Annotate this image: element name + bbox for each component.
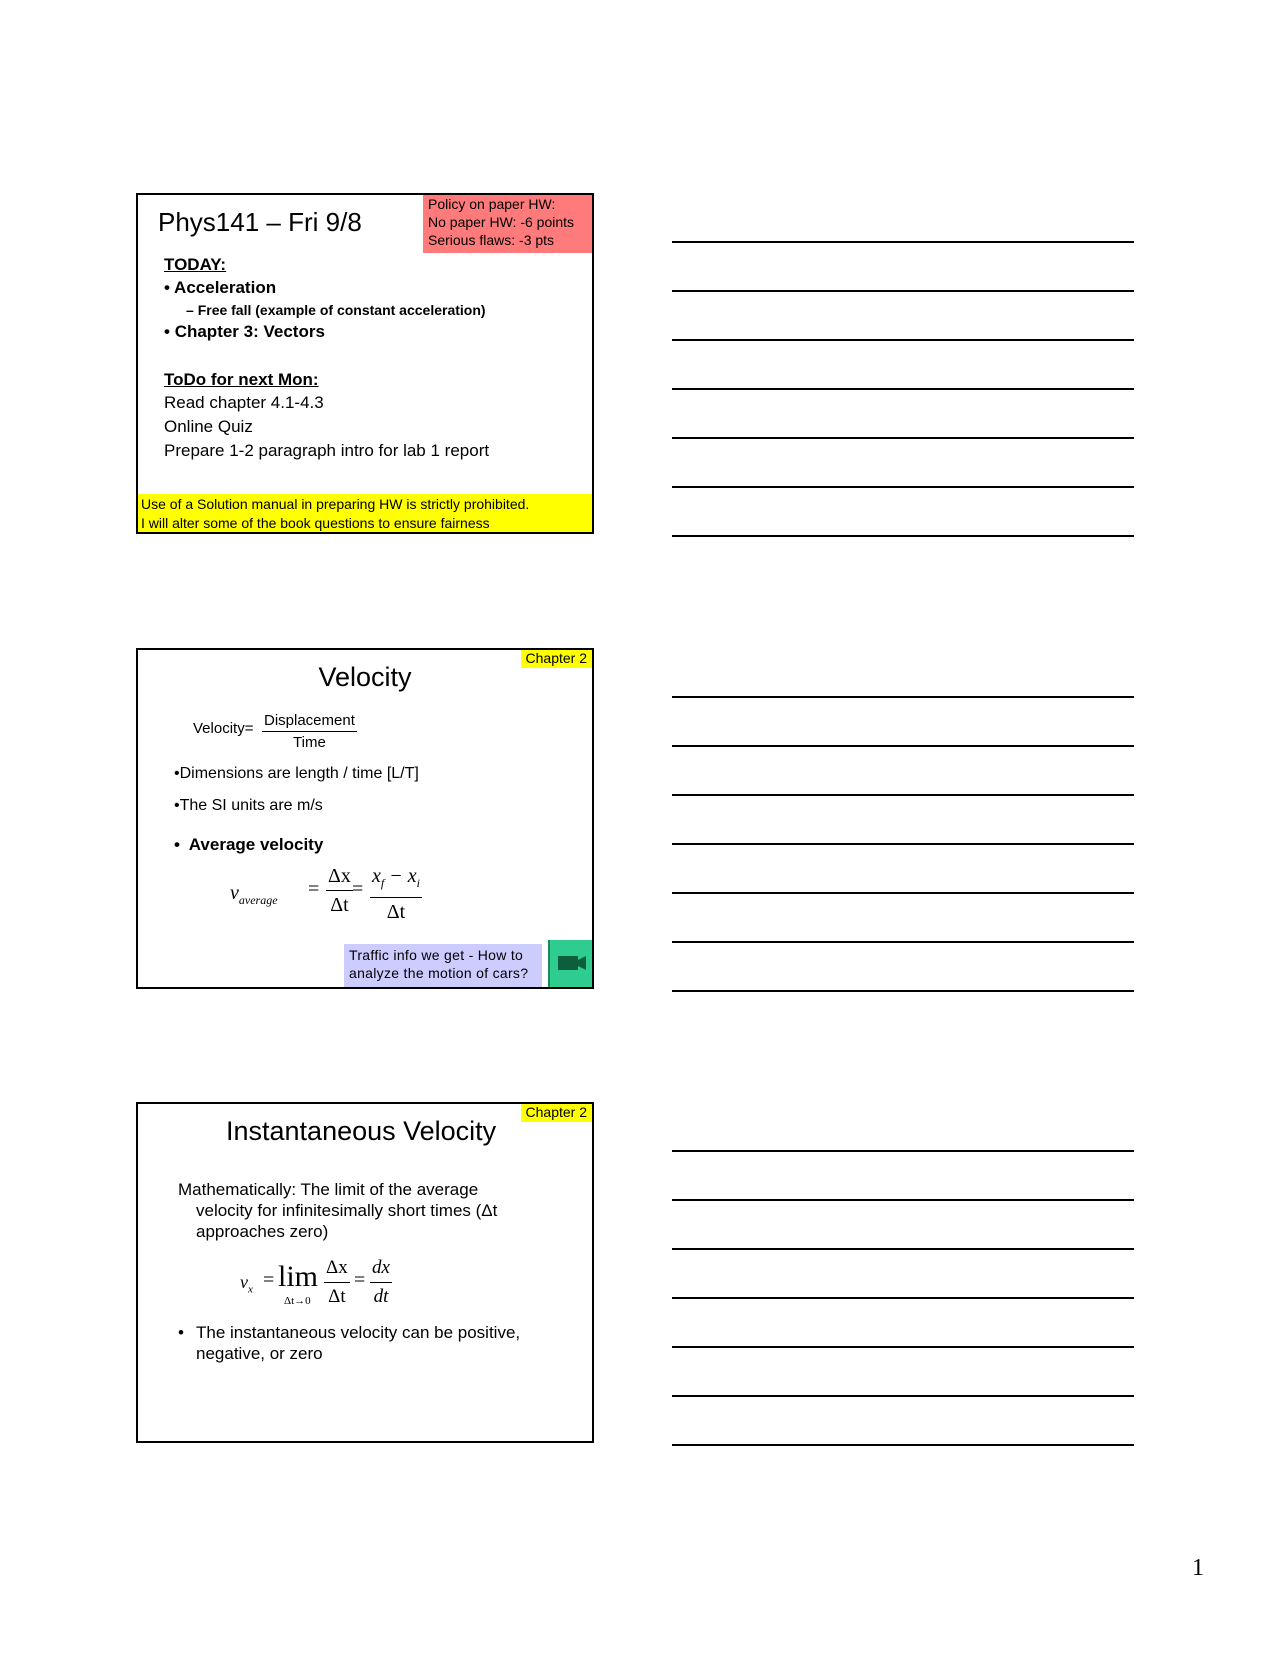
dt: dt xyxy=(373,1286,389,1307)
note-line xyxy=(672,794,1134,796)
note-line xyxy=(672,1395,1134,1397)
explanation-line: velocity for infinitesimally short times (Δt xyxy=(196,1201,498,1220)
note-line xyxy=(672,388,1134,390)
delta-x-over-delta-t xyxy=(324,1254,350,1311)
velocity-fraction xyxy=(262,710,357,753)
bullet-text: The instantaneous velocity can be positive, negative, or zero xyxy=(196,1323,521,1363)
explanation-line: approaches zero) xyxy=(196,1222,329,1241)
chapter-tag: Chapter 2 xyxy=(521,1103,592,1122)
bullet-text: Chapter 3: Vectors xyxy=(174,322,325,341)
traffic-line-1: Traffic info we get - How to xyxy=(349,947,524,963)
x-subscript: x xyxy=(248,1283,253,1296)
todo-item: Online Quiz xyxy=(164,417,253,436)
todo-heading: ToDo for next Mon: xyxy=(164,370,319,389)
delta-t: Δt xyxy=(330,894,349,916)
bullet-text: Average velocity xyxy=(188,835,324,854)
note-line xyxy=(672,1444,1134,1446)
page-number: 1 xyxy=(1192,1555,1204,1581)
slide-2 xyxy=(136,648,594,989)
bullet-si-units: •The SI units are m/s xyxy=(174,797,323,814)
delta-t: Δt xyxy=(386,901,406,923)
note-line xyxy=(672,990,1134,992)
xf: x xyxy=(372,865,381,887)
dx-over-dt xyxy=(370,1254,392,1311)
note-line xyxy=(672,486,1134,488)
note-line xyxy=(672,745,1134,747)
note-line xyxy=(672,1248,1134,1250)
limit-explanation xyxy=(178,1179,548,1242)
note-line xyxy=(672,1150,1134,1152)
policy-line-1: Policy on paper HW: xyxy=(428,196,556,212)
f-subscript: f xyxy=(380,876,385,890)
note-line xyxy=(672,843,1134,845)
v-symbol: v xyxy=(240,1272,248,1292)
vx-symbol xyxy=(240,1272,253,1296)
bullet-average-velocity: • Average velocity xyxy=(174,835,324,854)
note-line xyxy=(672,941,1134,943)
sub-bullet-free-fall: – Free fall (example of constant acceleration) xyxy=(186,302,486,318)
todo-item: Prepare 1-2 paragraph intro for lab 1 report xyxy=(164,441,490,460)
lim-subscript: Δt→0 xyxy=(284,1295,311,1307)
i-subscript: i xyxy=(416,876,420,890)
note-line xyxy=(672,1346,1134,1348)
policy-line-3: Serious flaws: -3 pts xyxy=(428,232,555,248)
bullet-instantaneous-sign xyxy=(178,1322,558,1364)
bullet-text: Dimensions are length / time [L/T] xyxy=(179,765,419,782)
explanation-line: Mathematically: The limit of the average xyxy=(178,1180,479,1199)
todo-item: Read chapter 4.1-4.3 xyxy=(164,393,324,412)
traffic-line-2: analyze the motion of cars? xyxy=(349,965,529,981)
bullet-dot: • xyxy=(178,1323,184,1342)
equals-sign: = xyxy=(263,1269,275,1291)
note-line xyxy=(672,290,1134,292)
equals-sign: = xyxy=(352,878,364,900)
slide-1-title: Phys141 – Fri 9/8 xyxy=(158,207,362,237)
note-line xyxy=(672,1199,1134,1201)
video-camera-icon xyxy=(550,940,594,987)
delta-t: Δt xyxy=(328,1286,346,1307)
note-line xyxy=(672,241,1134,243)
delta-x: Δx xyxy=(326,862,353,891)
dx: dx xyxy=(370,1254,392,1283)
fraction-numerator: Displacement xyxy=(262,710,357,732)
slide-3-title: Instantaneous Velocity xyxy=(226,1116,497,1146)
average-velocity-symbol xyxy=(230,882,278,908)
average-subscript: average xyxy=(238,893,278,907)
policy-line-2: No paper HW: -6 points xyxy=(428,214,575,230)
v-symbol: v xyxy=(230,882,239,904)
note-line xyxy=(672,535,1134,537)
equals-sign: = xyxy=(308,878,320,900)
slide-1 xyxy=(136,193,594,534)
delta-x: Δx xyxy=(324,1254,350,1283)
bullet-text: The SI units are m/s xyxy=(179,797,323,814)
delta-x-over-delta-t xyxy=(326,862,353,919)
note-line xyxy=(672,892,1134,894)
video-camera-button[interactable] xyxy=(548,940,594,987)
today-heading: TODAY: xyxy=(164,255,227,274)
note-line xyxy=(672,696,1134,698)
policy-note xyxy=(423,193,594,253)
fraction-denominator: Time xyxy=(293,734,326,751)
bullet-acceleration: • Acceleration xyxy=(164,278,277,297)
warning-line-1: Use of a Solution manual in preparing HW is strictly prohibited. xyxy=(141,496,530,512)
sub-bullet-text: Free fall (example of constant acceleration) xyxy=(197,302,486,318)
minus-xi: − x xyxy=(384,865,417,887)
solution-manual-warning xyxy=(138,494,592,534)
note-line xyxy=(672,339,1134,341)
bullet-dimensions: •Dimensions are length / time [L/T] xyxy=(174,765,419,782)
displacement-over-delta-t xyxy=(370,862,422,926)
note-line xyxy=(672,437,1134,439)
slide-3 xyxy=(136,1102,594,1443)
lim-operator: lim xyxy=(278,1260,319,1293)
warning-line-2: I will alter some of the book questions to ensure fairness xyxy=(141,515,490,531)
velocity-label: Velocity= xyxy=(193,720,254,737)
equals-sign: = xyxy=(354,1269,366,1291)
traffic-note xyxy=(344,944,542,987)
chapter-tag: Chapter 2 xyxy=(521,649,592,668)
xf-minus-xi xyxy=(370,862,422,898)
bullet-vectors: • Chapter 3: Vectors xyxy=(164,322,325,341)
bullet-text: Acceleration xyxy=(174,278,277,297)
slide-2-title: Velocity xyxy=(318,662,412,692)
note-line xyxy=(672,1297,1134,1299)
